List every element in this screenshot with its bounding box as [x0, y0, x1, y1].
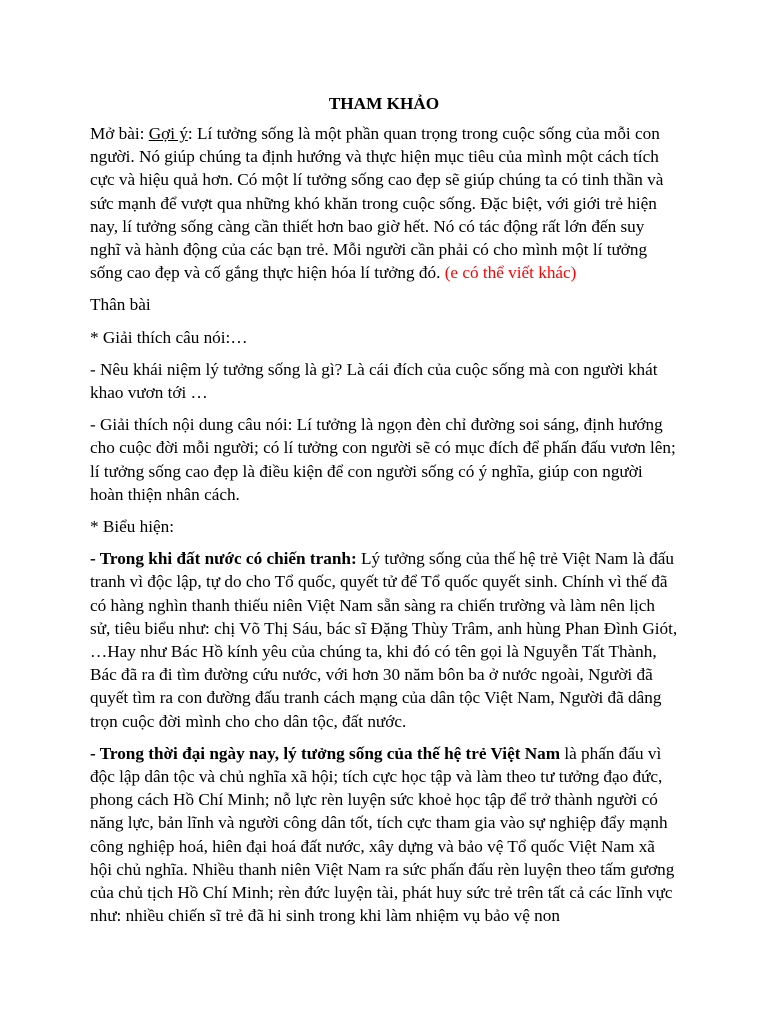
today-lead: - Trong thời đại ngày nay, lý tưởng sống của thế hệ trẻ Việt Nam [90, 743, 561, 763]
war-paragraph [90, 547, 678, 733]
intro-paragraph [90, 122, 678, 284]
war-lead: - Trong khi đất nước có chiến tranh: [90, 549, 357, 569]
today-text: là phấn đấu vì độc lập dân tộc và chủ nghĩa xã hội; tích cực học tập và làm theo tư tưởng đạo đức, phong cách Hồ Chí Minh; nỗ lực rèn luyện sức khoẻ học tập để trở thành người có năng lực, bản lĩnh và người công dân tốt, tích cực tham gia vào sự nghiệp đẩy mạnh công nghiệp hoá, hiên đại hoá đất nước, xây dựng và bảo vệ Tổ quốc Việt Nam xã hội chủ nghĩa. Nhiều thanh niên Việt Nam ra sức phấn đấu rèn luyện theo tấm gương của chủ tịch Hồ Chí Minh; rèn đức luyện tài, phát huy sức trẻ trên tất cả các lĩnh vực như: nhiều chiến sĩ trẻ đã hi sinh trong khi làm nhiệm vụ bảo vệ non [90, 743, 675, 926]
today-paragraph [90, 742, 678, 928]
explain-heading: * Giải thích câu nói:… [90, 327, 248, 347]
explain-paragraph-1: - Nêu khái niệm lý tưởng sống là gì? Là cái đích của cuộc sống mà con người khát khao vươn tới … [90, 359, 658, 403]
intro-hint: Gợi ý [148, 124, 188, 143]
expression-heading: * Biểu hiện: [90, 517, 175, 537]
page-title: THAM KHẢO [328, 94, 440, 113]
intro-label: Mở bài: [90, 124, 149, 143]
war-text: Lý tưởng sống của thế hệ trẻ Việt Nam là đấu tranh vì độc lập, tự do cho Tổ quốc, quyết tử để Tổ quốc quyết sinh. Chính vì thế đã có hàng nghìn thanh thiếu niên Việt Nam sẵn sàng ra chiến trường và làm nên lịch sử, tiêu biểu như: chị Võ Thị Sáu, bác sĩ Đặng Thùy Trâm, anh hùng Phan Đình Giót, …Hay như Bác Hồ kính yêu của chúng ta, khi đó có tên gọi là Nguyễn Tất Thành, Bác đã ra đi tìm đường cứu nước, với hơn 30 năm bôn ba ở nước ngoài, Người đã quyết tìm ra con đường đấu tranh cách mạng của dân tộc Việt Nam, Người đã dâng trọn cuộc đời mình cho cho dân tộc, đất nước. [90, 549, 678, 731]
body-heading: Thân bài [90, 295, 151, 315]
intro-text: : Lí tưởng sống là một phần quan trọng trong cuộc sống của mỗi con người. Nó giúp chúng ta định hướng và thực hiện mục tiêu của mình một cách tích cực và hiệu quả hơn. Có một lí tưởng sống cao đẹp sẽ giúp chúng ta có tinh thần và sức mạnh để vượt qua những khó khăn trong cuộc sống. Đặc biệt, với giới trẻ hiện nay, lí tưởng sống càng cần thiết hơn bao giờ hết. Nó có tác động rất lớn đến suy nghĩ và hành động của các bạn trẻ. Mỗi người cần phải có cho mình một lí tưởng sống cao đẹp và cố gắng thực hiện hóa lí tưởng đó. [90, 124, 664, 283]
explain-paragraph-2: - Giải thích nội dung câu nói: Lí tưởng là ngọn đèn chỉ đường soi sáng, định hướng cho cuộc đời mỗi người; có lí tưởng con người sẽ có mục đích để phấn đấu vươn lên; lí tưởng sống cao đẹp là điều kiện để con người sống có ý nghĩa, giúp con người hoàn thiện nhân cách. [90, 415, 676, 504]
intro-note: (e có thể viết khác) [444, 263, 577, 283]
